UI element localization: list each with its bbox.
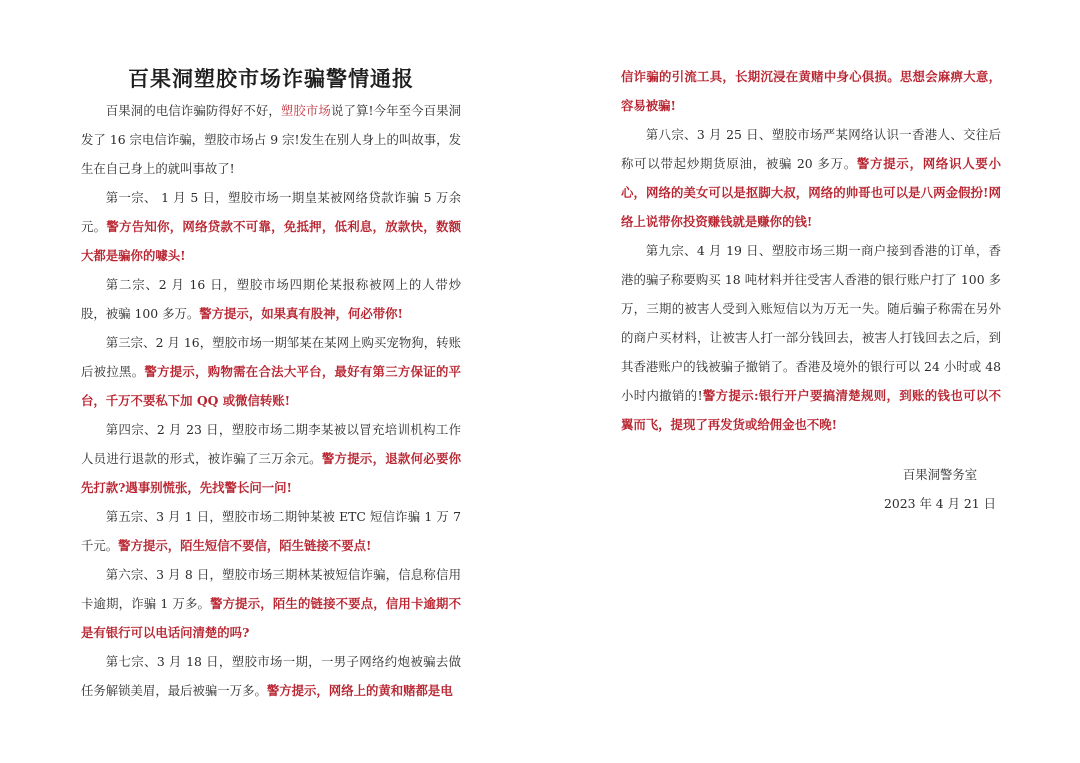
case-1-paragraph	[81, 183, 461, 270]
intro-paragraph	[81, 96, 461, 183]
case-1-text: 第一宗、 1 月 5 日，塑胶市场一期皇某被网络贷款诈骗 5 万余元。	[81, 190, 461, 234]
case-4-paragraph	[81, 415, 461, 502]
intro-highlight: 塑胶市场	[280, 103, 331, 118]
case-4-warning: 警方提示，退款何必要你先打款?遇事别慌张，先找警长问一问!	[81, 451, 462, 495]
case-3-text: 第三宗、2 月 16，塑胶市场一期邹某在某网上购买宠物狗，转账后被拉黑。	[81, 335, 461, 379]
right-column	[621, 62, 1001, 439]
case-9-warning: 警方提示:银行开户要搞清楚规则，到账的钱也可以不翼而飞，提现了再发货或给佣金也不晚!	[621, 388, 1001, 432]
case-7-warning-part2: 信诈骗的引流工具，长期沉浸在黄赌中身心俱损。思想会麻痹大意，容易被骗!	[621, 69, 1001, 113]
intro-text-before: 百果洞的电信诈骗防得好不好，	[105, 103, 281, 118]
document-title: 百果洞塑胶市场诈骗警情通报	[128, 67, 414, 91]
case-2-text: 第二宗、2 月 16 日，塑胶市场四期伦某报称被网上的人带炒股，被骗 100 多万。	[81, 277, 461, 321]
case-8-warning: 警方提示，网络识人要小心，网络的美女可以是抠脚大叔，网络的帅哥也可以是八两金假扮!网络上说带你投资赚钱就是赚你的钱!	[621, 156, 1001, 229]
case-2-warning: 警方提示，如果真有股神，何必带你!	[199, 306, 403, 321]
signature-date: 2023 年 4 月 21 日	[883, 496, 997, 511]
case-3-warning: 警方提示，购物需在合法大平台，最好有第三方保证的平台，千万不要私下加 QQ 或微信转账!	[81, 364, 462, 408]
case-2-paragraph	[81, 270, 461, 328]
case-5-warning: 警方提示，陌生短信不要信，陌生链接不要点!	[118, 538, 372, 553]
case-5-text: 第五宗、3 月 1 日，塑胶市场二期钟某被 ETC 短信诈骗 1 万 7 千元。	[81, 509, 461, 553]
case-7-continuation	[621, 62, 1001, 120]
case-9-paragraph	[621, 236, 1001, 439]
case-8-text: 第八宗、3 月 25 日、塑胶市场严某网络认识一香港人、交往后称可以带起炒期货原油，被骗 20 多万。	[621, 127, 1001, 171]
case-4-text: 第四宗、2 月 23 日，塑胶市场二期李某被以冒充培训机构工作人员进行退款的形式，被诈骗了三万余元。	[81, 422, 461, 466]
case-6-warning: 警方提示，陌生的链接不要点，信用卡逾期不是有银行可以电话问清楚的吗?	[81, 596, 461, 640]
signature-organization: 百果洞警务室	[902, 467, 978, 482]
case-7-paragraph	[81, 647, 461, 705]
case-6-text: 第六宗、3 月 8 日，塑胶市场三期林某被短信诈骗，信息称信用卡逾期，诈骗 1 万多。	[81, 567, 461, 611]
intro-text-after: 说了算!今年至今百果洞发了 16 宗电信诈骗，塑胶市场占 9 宗!发生在别人身上的叫故事，发生在自己身上的就叫事故了!	[81, 103, 461, 176]
case-5-paragraph	[81, 502, 461, 560]
case-8-paragraph	[621, 120, 1001, 236]
case-9-text: 第九宗、4 月 19 日、塑胶市场三期一商户接到香港的订单，香港的骗子称要购买 18 吨材料并往受害人香港的银行账户打了 100 多万，三期的被害人受到入账短信以为万无一失。随后骗子称需在另外的商户买材料，让被害人打一部分钱回去，被害人打钱回去之后，到其香港账户的钱被骗子撤销了。香港及境外的银行可以 24 小时或 48 小时内撤销的!	[621, 243, 1001, 403]
case-6-paragraph	[81, 560, 461, 647]
case-7-text: 第七宗、3 月 18 日，塑胶市场一期，一男子网络约炮被骗去做任务解锁美眉，最后被骗一万多。	[81, 654, 461, 698]
case-7-warning-part1: 警方提示，网络上的黄和赌都是电	[266, 683, 453, 698]
left-column	[81, 62, 461, 705]
case-1-warning: 警方告知你，网络贷款不可靠，免抵押，低利息，放款快，数额大都是骗你的噱头!	[81, 219, 462, 263]
case-3-paragraph	[81, 328, 461, 415]
